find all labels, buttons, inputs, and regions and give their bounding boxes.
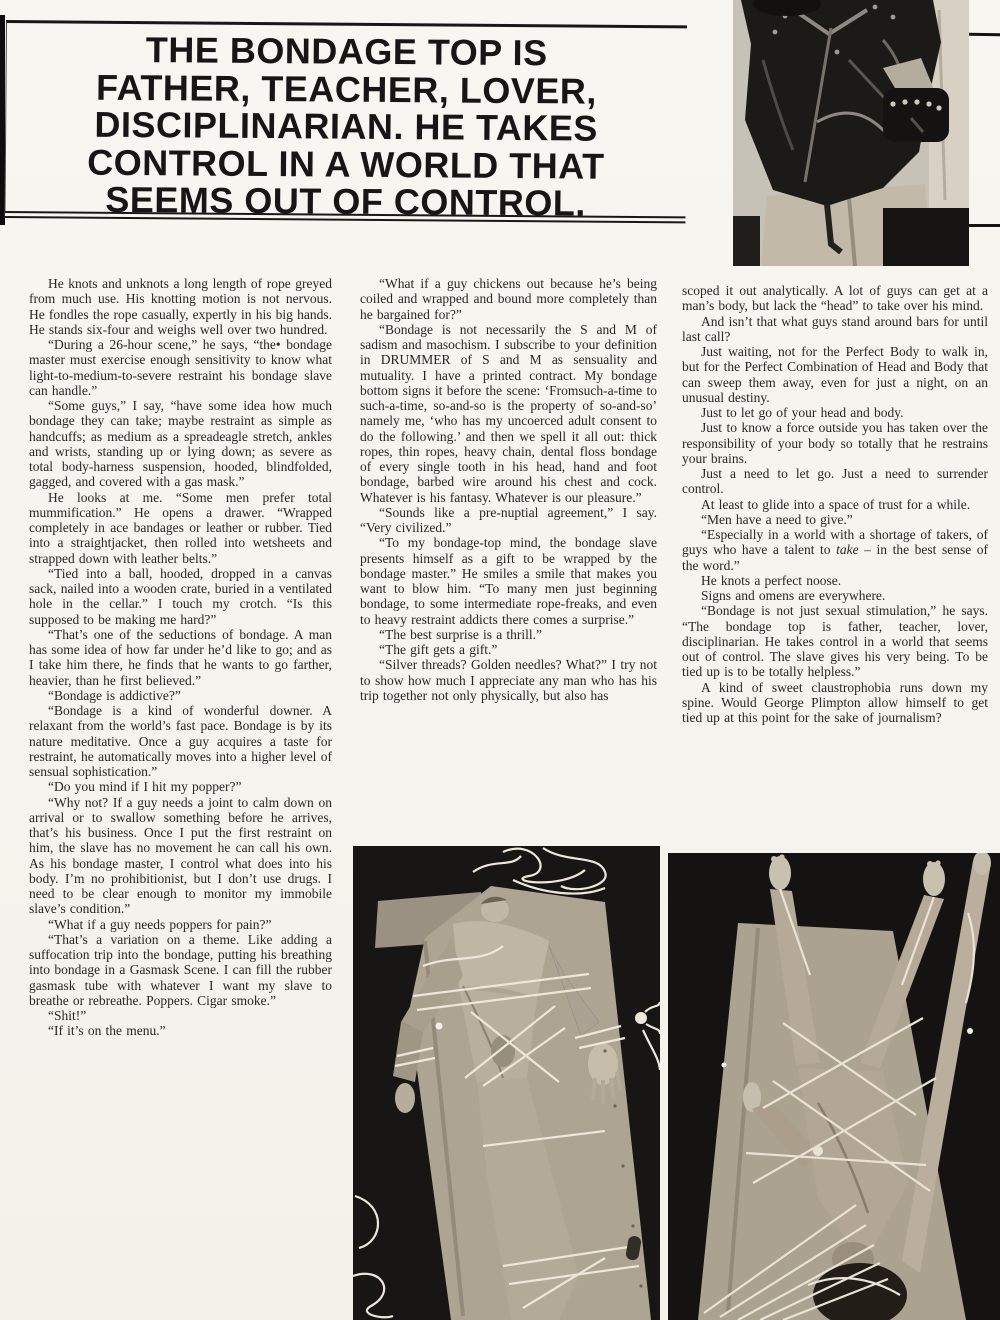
paragraph: “What if a guy chickens out because he’s being coiled and wrapped and bound more completely than he bargained for?” xyxy=(360,276,657,322)
article-column-2 xyxy=(360,276,657,703)
photo-bondage-left xyxy=(353,846,660,1320)
paragraph: “Some guys,” I say, “have some idea how much bondage they can take; maybe restraint as simple as handcuffs; as medium as a spreadeagle stretch, ankles and wrists, standing up or lying down; as severe as total body-harness suspension, hooded, blindfolded, gagged, and covered with a gas mask.” xyxy=(29,398,332,490)
paragraph: “Bondage is a kind of wonderful downer. A relaxant from the world’s fast pace. Bondage is by its nature meditative. Once a guy acquires a taste for restraint, he automatically moves into a higher level of sensual sophistication.” xyxy=(29,703,332,779)
headline-line: CONTROL IN A WORLD THAT xyxy=(87,141,605,187)
paragraph: “Do you mind if I hit my popper?” xyxy=(48,779,242,795)
article-column-1 xyxy=(29,276,332,1039)
paragraph: “Men have a need to give.” xyxy=(701,511,853,527)
paragraph: “Shit!” xyxy=(48,1008,87,1023)
headline-rule-right-bottom xyxy=(966,224,1000,227)
paragraph: “The gift gets a gift.” xyxy=(379,642,498,657)
photo-leather-jacket xyxy=(733,0,969,266)
paragraph: He looks at me. “Some men prefer total mummification.” He opens a drawer. “Wrapped completely in ace bandages or leather or rubber. Tied into a straightjacket, then rolled into wetsheets and strapped down with leather belts.” xyxy=(29,489,332,566)
paragraph: “Tied into a ball, hooded, dropped in a canvas sack, nailed into a wooden crate, buried in a ventilated hole in the cellar.” I touch my crotch. “Is this supposed to be making me hard?” xyxy=(29,565,332,627)
paragraph: A kind of sweet claustrophobia runs down my spine. Would George Plimpton allow himself to get tied up at this point for the sake of journalism? xyxy=(682,679,988,725)
headline-line: DISCIPLINARIAN. HE TAKES xyxy=(94,103,599,149)
paragraph: At least to glide into a space of trust for a while. xyxy=(701,496,971,512)
paragraph: “That’s a variation on a theme. Like adding a suffocation trip into the bondage, putting his breathing into bondage in a Gasmask Scene. I can fill the rubber gasmask tube with whatever I want my slave to breathe or rebreathe. Poppers. Cigar smoke.” xyxy=(29,931,332,1008)
paragraph: And isn’t that what guys stand around bars for until last call? xyxy=(682,313,988,344)
paragraph: “To my bondage-top mind, the bondage slave presents himself as a gift to be wrapped by the bondage master.” He smiles a smile that makes you want to blow him. “To many men just beginning bondage, to some intermediate rope-freaks, and even to heavy restraint addicts there comes a surprise.” xyxy=(360,535,657,627)
bondage-right-illustration xyxy=(668,853,1000,1320)
paragraph: “The best surprise is a thrill.” xyxy=(379,626,543,642)
paragraph: scoped it out analytically. A lot of guys can get at a man’s body, but lack the “head” to take over his mind. xyxy=(682,283,988,314)
paragraph: “If it’s on the menu.” xyxy=(48,1023,166,1039)
paragraph: “Why not? If a guy needs a joint to calm down on arrival or to swallow something before he arrives, that’s his business. Once I put the first restraint on him, the slave has no movement he can call his own. As his bondage master, I control what does into his body. I’m no prohibitionist, but I don’t use drugs. I need to be clear enough to monitor my immobile slave’s condition.” xyxy=(29,794,332,917)
paragraph: Signs and omens are everywhere. xyxy=(701,588,886,603)
headline-line: FATHER, TEACHER, LOVER, xyxy=(95,66,598,112)
paragraph: He knots a perfect noose. xyxy=(701,572,842,588)
paragraph: “That’s one of the seductions of bondage. A man has some idea of how far under he’d like to go; and as I take him there, he finds that he wants to go farther, heavier, than he first believed.” xyxy=(29,626,332,688)
paragraph: “Bondage is not necessarily the S and M of sadism and masochism. I subscribe to your definition in DRUMMER of S and M as sensuality and mutuality. I have a printed contract. My bondage bottom signs it before the scene: ‘Fromsuch-a-time to such-a-time, so-and-so is the property of so-and-so’ namely me, ‘who has my uncoerced adult consent to do the following.’ and then we spell it all out: thick ropes, thin ropes, heavy chain, dental floss bondage of every single tooth in his head, hand and foot bondage, barbed wire around his chest and cock. Whatever is his fantasy. Whatever is our pleasure.” xyxy=(360,321,657,505)
paragraph: “During a 26-hour scene,” he says, “the• bondage master must exercise enough sensitivity to know what light-to-medium-to-severe restraint his bondage slave can handle.” xyxy=(29,337,332,398)
headline-rule-right-top xyxy=(969,33,1000,37)
bondage-left-illustration xyxy=(353,846,660,1320)
paragraph: “What if a guy needs poppers for pain?” xyxy=(48,916,272,932)
paragraph: He knots and unknots a long length of rope greyed from much use. His knotting motion is not nervous. He fondles the rope casually, expertly in his big hands. He stands six-four and weighs well over two hundred. xyxy=(29,276,332,337)
paragraph: “Especially in a world with a shortage of takers, of guys who have a talent to take – in the best sense of the word.” xyxy=(682,527,989,573)
headline-line: THE BONDAGE TOP IS xyxy=(145,29,548,74)
paragraph: Just a need to let go. Just a need to surrender control. xyxy=(682,466,988,497)
paragraph: Just waiting, not for the Perfect Body to walk in, but for the Perfect Combination of Head and Body that can sweep them away, even for just a night, on an unusual destiny. xyxy=(682,344,988,405)
photo-bondage-right xyxy=(668,853,1000,1320)
paragraph: Just to let go of your head and body. xyxy=(701,405,904,420)
leather-jacket-illustration xyxy=(733,0,969,266)
paragraph: Just to know a force outside you has taken over the responsibility of your body so totally that he restrains your brains. xyxy=(682,420,988,466)
headline-line: SEEMS OUT OF CONTROL. xyxy=(105,178,586,224)
headline-box xyxy=(4,20,687,223)
paragraph: “Silver threads? Golden needles? What?” I try not to show how much I appreciate any man who has his trip together not only physically, but also has xyxy=(360,657,657,703)
article-column-3 xyxy=(682,283,988,725)
paragraph: “Bondage is not just sexual stimulation,” he says. “The bondage top is father, teacher, lover, disciplinarian. He takes control in a world that seems out of control. The slave gives his very being. To be tied up is to be totally helpless.” xyxy=(682,603,988,680)
paragraph: “Bondage is addictive?” xyxy=(48,687,181,703)
paragraph: “Sounds like a pre-nuptial agreement,” I say. “Very civilized.” xyxy=(360,504,657,535)
